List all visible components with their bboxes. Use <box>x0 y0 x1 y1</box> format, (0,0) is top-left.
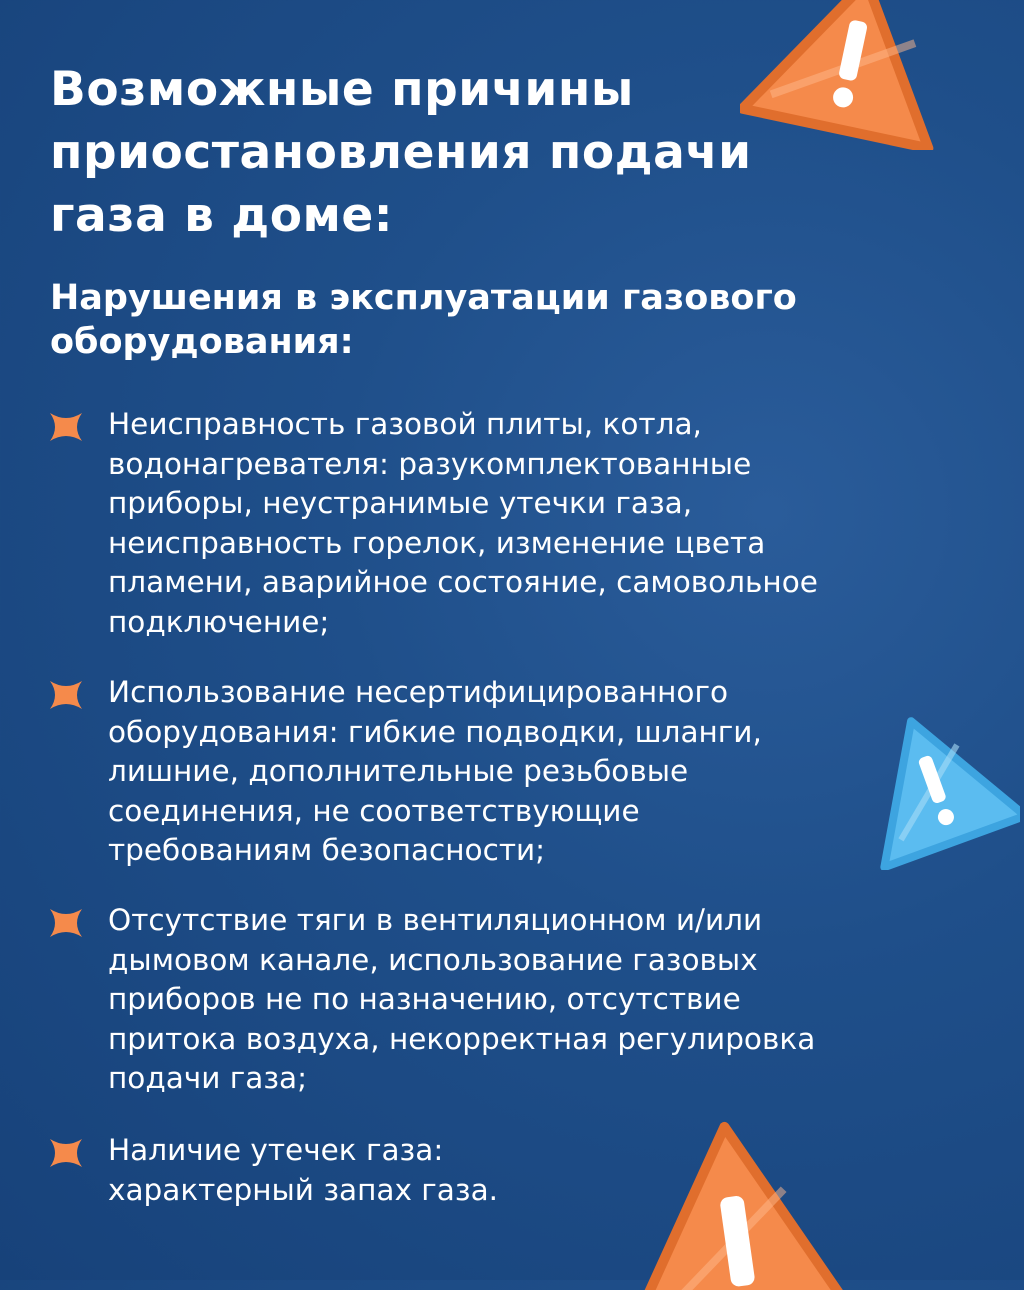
x-bullet-icon <box>48 907 84 939</box>
list-item-text: Неисправность газовой плиты, котла, водонагревателя: разукомплектованные приборы, неустранимые утечки газа, неисправность горелок, изменение цвета пламени, аварийное состояние, самовольное подключение; <box>108 407 818 639</box>
x-bullet-icon <box>48 679 84 711</box>
list-item-text: Использование несертифицированного оборудования: гибкие подводки, шланги, лишние, дополнительные резьбовые соединения, не соответствующие требованиям безопасности; <box>108 675 762 867</box>
x-bullet-icon <box>48 1137 84 1169</box>
section-subtitle: Нарушения в эксплуатации газового оборудования: <box>50 278 797 362</box>
page-title: Возможные причины приостановления подачи газа в доме: <box>50 62 752 243</box>
x-bullet-icon <box>48 411 84 443</box>
list-item-text: Отсутствие тяги в вентиляционном и/или дымовом канале, использование газовых приборов не по назначению, отсутствие притока воздуха, некорректная регулировка подачи газа; <box>108 903 816 1095</box>
list-item-text: Наличие утечек газа: характерный запах газа. <box>108 1133 499 1207</box>
